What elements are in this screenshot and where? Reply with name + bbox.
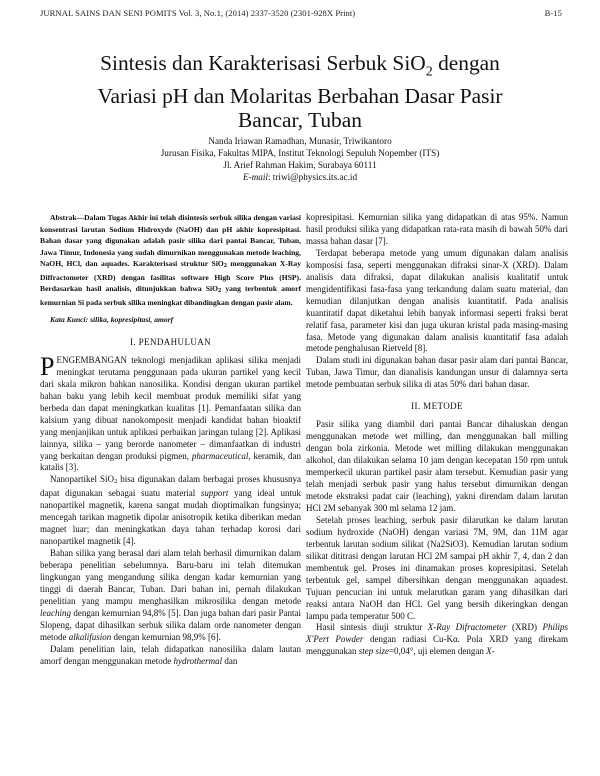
author-names: Nanda Iriawan Ramadhan, Munasir, Triwikantoro [208,136,392,146]
title-line-3: Bancar, Tuban [238,108,362,133]
left-column [40,212,301,668]
author-affiliation: Jurusan Fisika, Fakultas MIPA, Institut Teknologi Sepuluh Nopember (ITS) [160,148,440,159]
title-line-1: Sintesis dan Karakterisasi Serbuk SiO$_2$ dengan [100,51,500,80]
intro-paragraph-2: Nanopartikel SiO$_2$ bisa digunakan dalam berbagai proses khususnya dapat digunakan sebagai suatu material support yang ideal untuk nanopartikel magnetik, karena sangat mudah dioptimalkan fungsinya; mencegah tarikan magnetik dipolar anisotropik ketika diberikan medan magnet luar; dan meningkatkan daya tahan terhadap korosi dari nanopartikel magnetik [4]. [40,474,301,547]
page-number: B-15 [544,8,562,18]
right-paragraph-2: Terdapat beberapa metode yang umum digunakan dalam analisis komposisi fasa, seperti menggunakan difraksi sinar-X (XRD). Dalam analisis data difraksi, dapat dilakukan analisis kualitatif untuk mengidentifikasi fasa-fasa yang terkandung dalam suatu material, dan kemudian dilanjutkan dengan analisis kuantitatif. Pada analisis kuantitatif dapat diketahui lebih banyak informasi seperti fraksi berat relatif fasa, parameter kisi dan juga ukuran kristal pada masing-masing fasa. Metode yang digunakan dalam analisis kuantitatif fasa adalah metode penghalusan Rietveld [8]. [306,247,568,354]
methods-paragraph-3: Hasil sintesis diuji struktur X-Ray Difractometer (XRD) Philips X'Pert Powder dengan radiasi Cu-Kα. Pola XRD yang direkam menggunakan step size=0,04°, uji elemen dengan X- [306,622,568,657]
methods-paragraph-1: Pasir silika yang diambil dari pantai Bancar dihaluskan dengan menggunakan metode wet milling, dan menggunakan ball milling dengan bola zirkonia. Metode wet milling dilakukan menggunakan alkohol, dan dilakukan selama 10 jam dengan kecepatan 150 rpm untuk memperkecil ukuran partikel pasir alam tersebut. Kemudian pasir yang telah menjadi serbuk pasir yang halus tersebut dimurnikan dengan metode ekstraksi padat cair (leaching), yakni direndam dalam larutan HCl 2M sebanyak 300 ml selama 12 jam. [306,419,568,513]
title-line-2: Variasi pH dan Molaritas Berbahan Dasar Pasir [97,84,503,109]
abstract: Abstrak—Dalam Tugas Akhir ini telah disintesis serbuk silika dengan variasi konsentrasi larutan Sodium Hidroxyde (NaOH) dan pH akhir kopresipitasi. Bahan dasar yang digunakan adalah pasir silika dari pantai Bancar, Tuban, Jawa Timur, Indonesia yang sudah dimurnikan menggunakan metode leaching, NaOH, HCl, dan aquades. Karakterisasi struktur SiO$_2$ menggunakan X-Ray Diffractometer (XRD) dengan fasilitas software High Score Plus (HSP). Berdasarkan hasil analisis, ditunjukkan bahwa SiO$_2$ yang terbentuk amorf kemurnian Si pada serbuk silika meningkat dibandingkan dengan pasir alam. [40,213,301,307]
intro-paragraph-4: Dalam penelitian lain, telah didapatkan nanosilika dalam lautan amorf dengan menggunakan metode hydrothermal dan [40,643,301,666]
right-paragraph-1: kopresipitasi. Kemurnian silika yang didapatkan di atas 95%. Namun hasil produksi silika yang didapatkan rata-rata masih di bawah 50% dari massa bahan dasar [7]. [306,212,568,246]
right-paragraph-3: Dalam studi ini digunakan bahan dasar pasir alam dari pantai Bancar, Tuban, Jawa Timur, dan dianalisis kandungan unsur di dalamnya serta metode pembuatan serbuk silika di atas 50% dari bahan dasar. [306,355,568,390]
methods-paragraph-2: Setelah proses leaching, serbuk pasir dilarutkan ke dalam larutan sodium hydroxide (NaOH) dengan variasi 7M, 9M, dan 11M agar terbentuk larutan sodium silikat (Na2SiO3). Kemudian larutan sodium silikat dititrasi dengan larutan HCl 2M sampai pH akhir 7, 4, dan 2 dan membentuk gel. Proses ini dinamakan proses kopresipitasi. Setelah terbentuk gel, sampel dibersihkan dengan menggunakan aquadest. Tujuan pencucian ini untuk melarutkan garam yang dihasilkan dari reaksi antara NaOH dan HCl. Gel yang bersih dikeringkan dengan lampu pada temperatur 500 C. [306,514,568,621]
author-block [40,135,560,183]
author-email: E-mail: triwi@physics.its.ac.id [242,172,358,183]
author-address: Jl. Arief Rahman Hakim, Surabaya 60111 [223,160,377,171]
keywords: Kata Kunci: silika, kopresipitasi, amorf [50,315,174,324]
section-heading-introduction: I. PENDAHULUAN [129,336,212,347]
intro-paragraph-3: Bahan silika yang berasal dari alam telah berhasil dimurnikan dalam beberapa penelitian sebelumnya. Baru-baru ini telah ditemukan lingkungan yang mengandung silika dengan kadar kemurnian yang tinggi di daerah Bancar, Tuban. Dari bahan ini, pernah dilakukan penelitian yang mampu menghasilkan mikrosilika dengan metode leaching dengan kemurnian 94,8% [5]. Dan juga bahan dari pasir Pantai Slopeng, dapat dihasilkan serbuk silika dalam orde nanometer dengan metode alkalifusion dengan kemurnian 98,9% [6]. [40,548,301,642]
intro-paragraph-1: PENGEMBANGAN teknologi menjadikan aplikasi silika menjadi meningkat terutama penggunaan pada ukuran partikel yang kecil dari skala mikron bahkan nanosilika. Kondisi dengan ukuran partikel bahan baku yang lebih kecil membuat produk memiliki sifat yang berbeda dan dapat meningkatkan kualitas [1]. Pemanfaatan silika dan kalsium yang dibuat nanokomposit menjadi kandidat bahan bioaktif yang menjanjikan untuk aplikasi perbaikan jaringan tulang [2]. Aplikasi lainnya, silika – yang berorde nanometer – dimanfaatkan di industri yang berkaitan dengan produksi pigmen, pharmaceutical, keramik, dan katalis [3]. [40,351,301,473]
section-heading-methods: II. METODE [411,401,463,412]
right-column [306,212,568,658]
paper-title [40,51,560,132]
journal-header: JURNAL SAINS DAN SENI POMITS Vol. 3, No.1, (2014) 2337-3520 (2301-928X Print) [40,8,356,18]
dropcap-letter: P [40,351,55,381]
